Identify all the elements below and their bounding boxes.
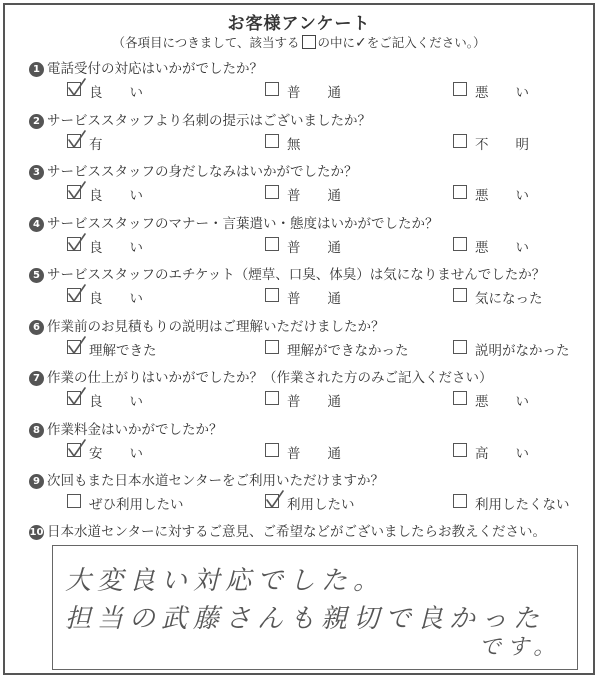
checkbox[interactable] [67,185,81,199]
checkbox[interactable] [67,340,81,354]
option-label: ぜひ利用したい [89,497,184,513]
option-label: 悪 い [475,188,529,204]
checkbox[interactable] [67,443,81,457]
question-text [29,160,358,180]
survey-form [3,3,595,675]
option-label: 良 い [89,394,143,410]
question-text [29,212,439,232]
option-label: 安 い [89,445,143,462]
question-text [29,520,546,540]
checkbox[interactable] [453,288,467,302]
question-7 [5,366,593,414]
option-label: 利用したい [287,497,355,513]
question-label: サービススタッフのマナー・言葉遣い・態度はいかがでしたか？ [47,215,439,232]
option-label: 普 通 [287,291,341,307]
question-label: サービススタッフより名刺の提示はございましたか？ [47,112,371,129]
option-label: 理解できた [89,342,157,359]
checkmark-icon [67,284,87,306]
option-label: 悪 い [475,85,529,101]
question-text [29,57,263,77]
checkbox[interactable] [453,340,467,354]
option-label: 説明がなかった [475,342,570,359]
instructions-middle: の中に [317,35,356,50]
question-1 [5,57,593,105]
option-label: 普 通 [287,188,341,204]
option-label: 悪 い [475,394,529,410]
checkmark-icon [265,490,285,512]
checkbox[interactable] [265,391,279,405]
checkbox[interactable] [265,288,279,302]
checkbox[interactable] [265,185,279,199]
checkbox[interactable] [453,443,467,457]
question-label: 作業前のお見積もりの説明はご理解いただけましたか？ [47,318,385,335]
check-sample-icon: ✓ [355,35,367,51]
option-label: 普 通 [287,394,341,410]
question-label: 電話受付の対応はいかがでしたか？ [47,61,263,77]
checkmark-icon [67,233,87,255]
checkbox[interactable] [67,237,81,251]
option-label: 良 い [89,188,143,204]
checkmark-icon [67,130,87,152]
question-number: 2 [29,114,44,129]
question-label: 作業料金はいかがでしたか？ [47,421,223,438]
option-label: 利用したくない [475,497,570,513]
comment-box[interactable] [52,545,578,670]
question-number: 3 [29,165,44,180]
question-text [29,469,384,489]
comment-prompt: 日本水道センターに対するご意見、ご希望などがございましたらお教えください。 [47,524,546,540]
checkbox[interactable] [265,340,279,354]
option-label: 普 通 [287,445,341,462]
checkbox[interactable] [453,134,467,148]
instructions-before: （各項目につきまして、該当する [112,35,300,50]
option-label: 有 [89,136,103,153]
checkbox[interactable] [265,237,279,251]
question-9 [5,469,593,517]
question-number: 10 [29,527,44,538]
handwritten-line-2: 担当の武藤さんも親切で良かった [65,604,546,634]
page-title: お客様アンケート [227,14,371,34]
checkbox[interactable] [67,494,81,508]
question-2 [5,109,593,157]
option-label: 気になった [475,291,543,307]
checkbox[interactable] [67,288,81,302]
checkbox[interactable] [265,494,279,508]
checkbox[interactable] [453,391,467,405]
checkmark-icon [67,181,87,203]
checkbox[interactable] [67,82,81,96]
checkbox[interactable] [453,494,467,508]
question-label: 作業の仕上がりはいかがでしたか？（作業された方のみご記入ください） [47,370,493,386]
question-text [29,366,493,386]
checkbox-sample-icon [302,35,316,49]
option-label: 理解ができなかった [287,342,409,359]
checkmark-icon [67,387,87,409]
checkbox[interactable] [67,134,81,148]
question-8 [5,418,593,466]
question-5 [5,263,593,311]
checkbox[interactable] [265,134,279,148]
question-label: サービススタッフのエチケット（煙草、口臭、体臭）は気になりませんでしたか？ [47,267,546,283]
handwritten-line-3: です。 [479,635,562,660]
question-label: サービススタッフの身だしなみはいかがでしたか？ [47,164,358,180]
question-number: 6 [29,320,44,335]
question-label: 次回もまた日本水道センターをご利用いただけますか？ [47,473,384,489]
question-number: 1 [29,62,44,77]
option-label: 普 通 [287,239,341,256]
checkmark-icon [67,439,87,461]
instructions-after: をご記入ください。） [366,35,486,50]
checkbox[interactable] [453,237,467,251]
question-text [29,315,385,335]
question-number: 4 [29,217,44,232]
question-3 [5,160,593,208]
checkbox[interactable] [265,82,279,96]
checkbox[interactable] [67,391,81,405]
checkbox[interactable] [453,185,467,199]
question-number: 7 [29,371,44,386]
question-text [29,418,223,438]
checkmark-icon [67,336,87,358]
option-label: 悪 い [475,239,529,256]
question-6 [5,315,593,363]
option-label: 高 い [475,445,529,462]
option-label: 良 い [89,85,143,101]
checkbox[interactable] [453,82,467,96]
option-label: 不 明 [475,136,529,153]
option-label: 普 通 [287,85,341,101]
option-label: 無 [287,136,301,153]
handwritten-line-1: 大変良い対応でした。 [65,566,386,596]
checkbox[interactable] [265,443,279,457]
checkmark-icon [67,78,87,100]
question-text [29,263,545,283]
instructions [5,33,593,51]
option-label: 良 い [89,239,143,256]
question-number: 9 [29,474,44,489]
question-text [29,109,371,129]
option-label: 良 い [89,291,143,307]
question-4 [5,212,593,260]
question-number: 8 [29,423,44,438]
question-number: 5 [29,268,44,283]
